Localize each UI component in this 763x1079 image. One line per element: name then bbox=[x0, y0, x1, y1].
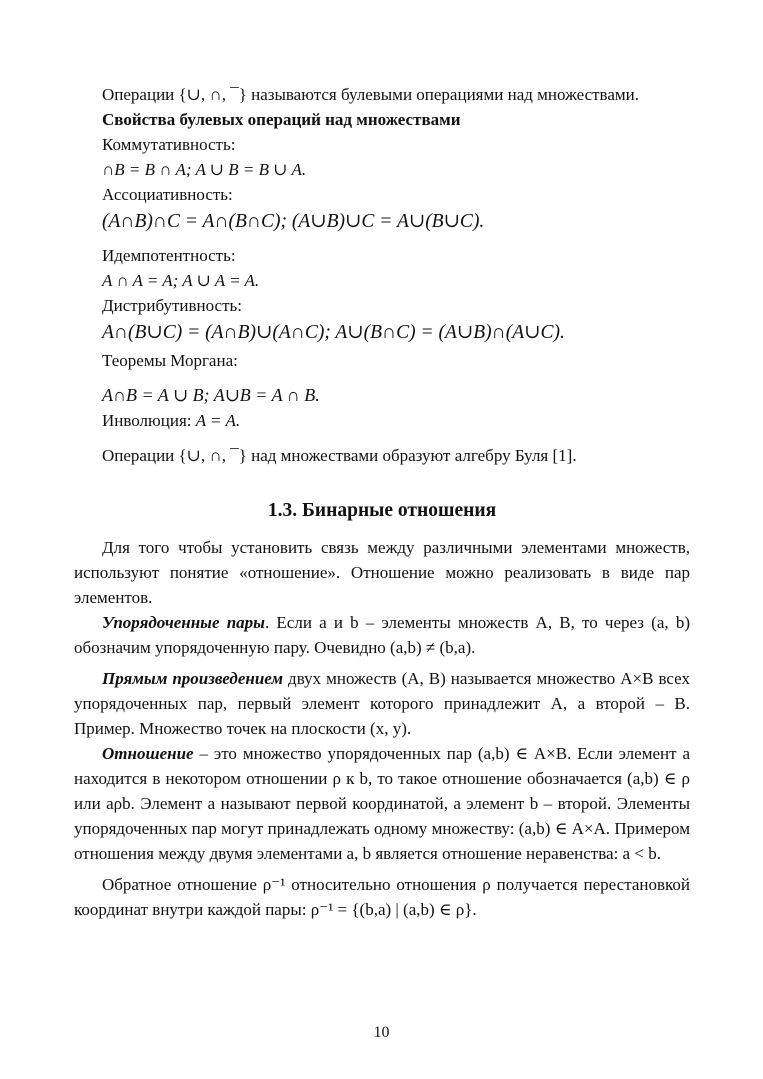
page-content bbox=[74, 82, 690, 922]
morgan-formula: A∩B = A ∪ B; A∪B = A ∩ B. bbox=[102, 385, 320, 405]
commutativity-label: Коммутативность: bbox=[102, 135, 236, 154]
paragraph-cartesian-product bbox=[74, 666, 690, 741]
morgan-label: Теоремы Моргана: bbox=[102, 351, 238, 370]
section-heading: 1.3. Бинарные отношения bbox=[267, 500, 497, 521]
involution-line bbox=[74, 408, 690, 433]
properties-title: Свойства булевых операций над множествами bbox=[102, 110, 461, 129]
distributivity-formula: A∩(B∪C) = (A∩B)∪(A∩C); A∪(B∩C) = (A∪B)∩(A∪C). bbox=[102, 322, 565, 343]
relation-text: – это множество упорядоченных пар (a,b) ∈ A×B. Если элемент a находится в некотором отношении ρ к b, то такое отношение обозначается (a,b) ∈ ρ или aρb. Элемент a называют первой координатой, а элемент b – второй. Элементы упорядоченных пар могут принадлежать одному множеству: (a,b) ∈ A×A. Примером отношения между двумя элементами a, b является отношение неравенства: a < b. bbox=[74, 744, 690, 863]
associativity-label: Ассоциативность: bbox=[102, 185, 233, 204]
paragraph-boole-algebra: Операции {∪, ∩, ¯} над множествами образуют алгебру Буля [1]. bbox=[102, 446, 577, 465]
paragraph-relation bbox=[74, 741, 690, 866]
commutativity-formula: ∩B = B ∩ A; A ∪ B = B ∪ A. bbox=[102, 160, 307, 179]
involution-label: Инволюция: bbox=[102, 411, 192, 430]
ordered-pairs-text: . Если a и b – элементы множеств A, B, то через (a, b) обозначим упорядоченную пару. Очевидно (a,b) ≠ (b,a). bbox=[74, 613, 690, 657]
paragraph-ordered-pairs bbox=[74, 610, 690, 660]
cartesian-product-term: Прямым произведением bbox=[102, 669, 284, 688]
paragraph-intro: Для того чтобы установить связь между различными элементами множеств, используют понятие «отношение». Отношение можно реализовать в виде пар элементов. bbox=[74, 538, 690, 607]
paragraph-boolean-operations: Операции {∪, ∩, ¯} называются булевыми операциями над множествами. bbox=[102, 85, 639, 104]
distributivity-label: Дистрибутивность: bbox=[102, 296, 243, 315]
cartesian-product-text: двух множеств (A, B) называется множество A×B всех упорядоченных пар, первый элемент которого принадлежит A, а второй – B. Пример. Множество точек на плоскости (x, y). bbox=[74, 669, 690, 738]
idempotency-formula: A ∩ A = A; A ∪ A = A. bbox=[102, 271, 260, 290]
paragraph-inverse-relation: Обратное отношение ρ⁻¹ относительно отношения ρ получается перестановкой координат внутри каждой пары: ρ⁻¹ = {(b,a) | (a,b) ∈ ρ}. bbox=[74, 875, 690, 919]
involution-formula: A = A. bbox=[195, 411, 241, 430]
relation-term: Отношение bbox=[102, 744, 194, 763]
page-number: 10 bbox=[373, 1024, 390, 1041]
associativity-formula: (A∩B)∩C = A∩(B∩C); (A∪B)∪C = A∪(B∪C). bbox=[102, 211, 485, 232]
ordered-pairs-term: Упорядоченные пары bbox=[102, 613, 265, 632]
idempotency-label: Идемпотентность: bbox=[102, 246, 236, 265]
